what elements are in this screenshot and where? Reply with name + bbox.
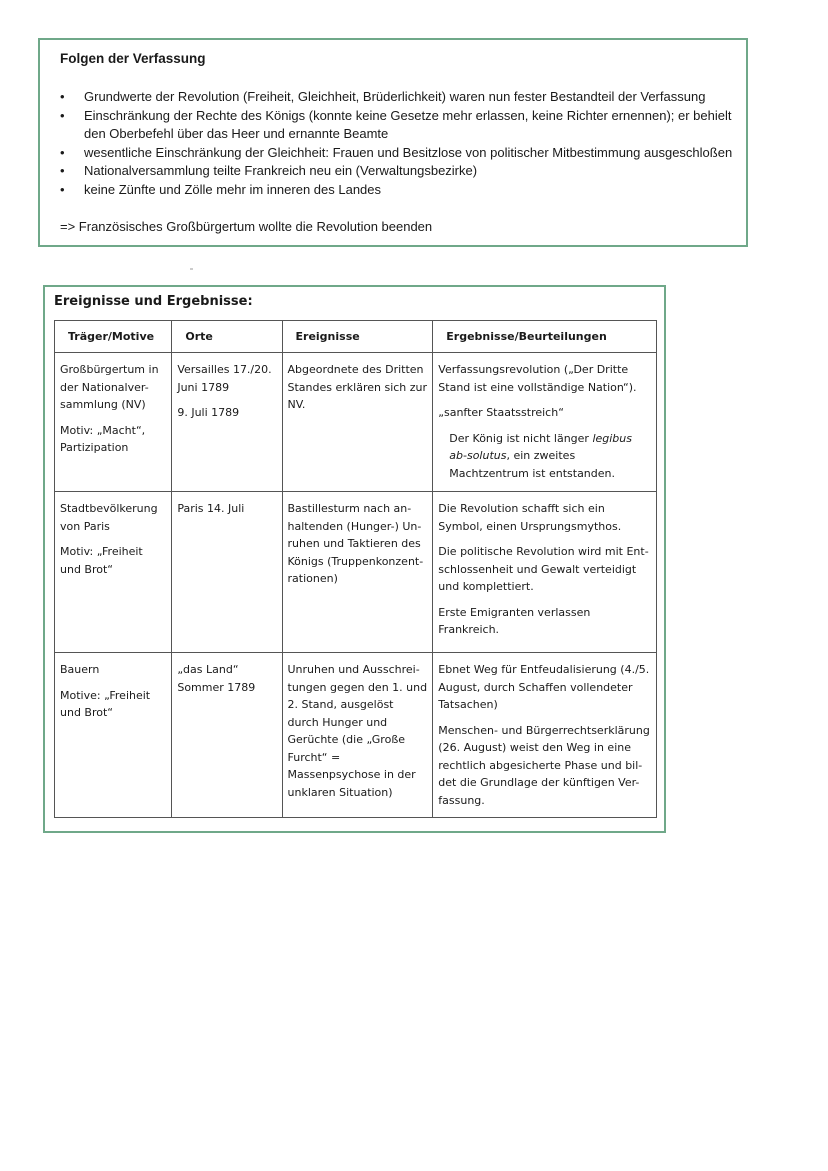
cell-orte: Versailles 17./20. Juni 1789 9. Juli 1789 (172, 353, 282, 492)
cell-traeger: Großbürgertum in der Nationalver-sammlung (NV) Motiv: „Macht“, Partizipation (55, 353, 172, 492)
cell-ereignis: Abgeordnete des Dritten Standes erklären sich zur NV. (282, 353, 433, 492)
cell-ergebnis: Verfassungsrevolution („Der Dritte Stand ist eine vollständige Nation“). „sanfter Staatsstreich“ Der König ist nicht länger legibus ab-solutus, ein zweites Machtzentrum ist entstanden. (433, 353, 657, 492)
header-traeger: Träger/Motive (55, 321, 172, 353)
bullet-icon: • (60, 107, 65, 123)
list-item: • Grundwerte der Revolution (Freiheit, Gleichheit, Brüderlichkeit) waren nun fester Bestandteil der Verfassung (60, 88, 750, 107)
ereignisse-table (54, 320, 657, 818)
bullet-icon: • (60, 163, 65, 178)
header-ereignisse: Ereignisse (282, 321, 433, 353)
scan-speck (190, 268, 193, 270)
ereignisse-box (43, 285, 666, 833)
cell-ergebnis: Die Revolution schafft sich ein Symbol, einen Ursprungsmythos. Die politische Revolution wird mit Ent-schlossenheit und Gewalt verteidigt und komplettiert. Erste Emigranten verlassen Frankreich. (433, 492, 657, 653)
bullet-icon: • (60, 181, 65, 197)
cell-ergebnis: Ebnet Weg für Entfeudalisierung (4./5. August, durch Schaffen vollendeter Tatsachen) Menschen- und Bürgerrechtserklärung (26. August) weist den Weg in eine rechtlich abgesicherte Phase und bil-det die Grundlage der künftigen Ver-fassung. (433, 653, 657, 818)
list-item: • Einschränkung der Rechte des Königs (konnte keine Gesetze mehr erlassen, keine Richter ernennen); er behielt den Oberbefehl über das Heer und ernannte Beamte (60, 107, 732, 141)
header-orte: Orte (172, 321, 282, 353)
folgen-list (60, 88, 750, 199)
cell-traeger: Bauern Motive: „Freiheit und Brot“ (55, 653, 172, 818)
table-row (55, 653, 657, 818)
list-item: • Nationalversammlung teilte Frankreich neu ein (Verwaltungsbezirke) (60, 162, 750, 181)
folgen-conclusion: => Französisches Großbürgertum wollte die Revolution beenden (60, 219, 433, 234)
table-row (55, 492, 657, 653)
cell-traeger: Stadtbevölkerung von Paris Motiv: „Freiheit und Brot“ (55, 492, 172, 653)
folgen-box (38, 38, 748, 247)
cell-ereignis: Unruhen und Ausschrei-tungen gegen den 1. und 2. Stand, ausgelöst durch Hunger und Gerüchte (die „Große Furcht“ = Massenpsychose in der unklaren Situation) (282, 653, 433, 818)
cell-orte: Paris 14. Juli (172, 492, 282, 653)
bullet-icon: • (60, 89, 65, 104)
ereignisse-title: Ereignisse und Ergebnisse: (54, 294, 253, 309)
folgen-title: Folgen der Verfassung (60, 51, 206, 66)
cell-orte: „das Land“ Sommer 1789 (172, 653, 282, 818)
table-row (55, 353, 657, 492)
list-item: • wesentliche Einschränkung der Gleichheit: Frauen und Besitzlose von politischer Mitbestimmung ausgeschloßen (60, 144, 750, 163)
list-item: • keine Zünfte und Zölle mehr im inneren des Landes (60, 181, 750, 200)
header-ergebnisse: Ergebnisse/Beurteilungen (433, 321, 657, 353)
bullet-icon: • (60, 144, 65, 160)
cell-ereignis: Bastillesturm nach an-haltenden (Hunger-) Un-ruhen und Taktieren des Königs (Truppenkonzent-rationen) (282, 492, 433, 653)
table-header-row (55, 321, 657, 353)
